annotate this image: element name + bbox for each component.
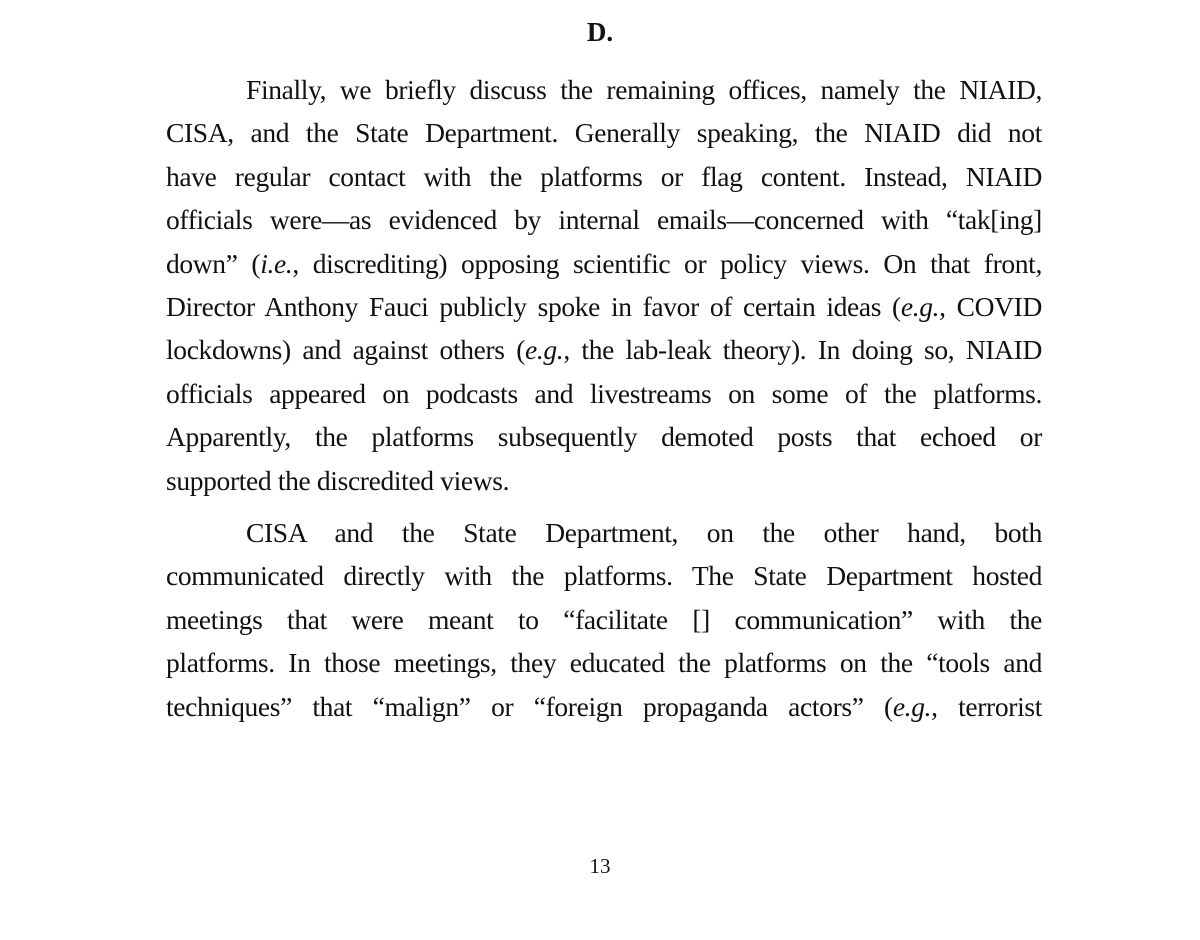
text-line: officials were—as evidenced by internal emails—concerned with “tak[ing]	[166, 204, 1042, 236]
text-line	[166, 685, 1042, 728]
section-heading: D.	[586, 17, 614, 47]
text-run: , COVID	[939, 290, 1042, 322]
text-run: lockdowns) and against others (	[166, 334, 526, 366]
text-run: , discrediting) opposing scientific or policy views. On that front,	[292, 247, 1042, 279]
text-line: CISA, and the State Department. Generally speaking, the NIAID did not	[166, 117, 1042, 149]
italic-abbreviation: e.g.	[900, 290, 940, 322]
text-run: , the lab-leak theory). In doing so, NIAID	[563, 334, 1042, 366]
text-line	[166, 328, 1042, 371]
text-run: techniques” that “malign” or “foreign propaganda actors” (	[166, 690, 893, 722]
text-line	[166, 242, 1042, 285]
italic-abbreviation: i.e.	[260, 247, 293, 279]
paragraph-1	[166, 68, 1042, 502]
text-run: Director Anthony Fauci publicly spoke in favor of certain ideas (	[166, 290, 901, 322]
text-line: meetings that were meant to “facilitate [] communication” with the	[166, 603, 1042, 635]
text-line: supported the discredited views.	[166, 464, 510, 496]
text-run: down” (	[166, 247, 261, 279]
text-line: communicated directly with the platforms. The State Department hosted	[166, 560, 1042, 592]
page-number: 13	[589, 854, 611, 878]
italic-abbreviation: e.g.	[892, 690, 932, 722]
text-run: , terrorist	[931, 690, 1042, 722]
paragraph-2	[166, 511, 1042, 728]
text-line: Finally, we briefly discuss the remaining offices, namely the NIAID,	[246, 74, 1042, 105]
text-line: Apparently, the platforms subsequently demoted posts that echoed or	[166, 421, 1042, 453]
text-line: platforms. In those meetings, they educated the platforms on the “tools and	[166, 647, 1042, 679]
text-line: CISA and the State Department, on the other hand, both	[246, 517, 1042, 548]
text-line: officials appeared on podcasts and livestreams on some of the platforms.	[166, 377, 1042, 409]
text-line: have regular contact with the platforms or flag content. Instead, NIAID	[166, 160, 1042, 192]
italic-abbreviation: e.g.	[525, 334, 564, 366]
text-line	[166, 285, 1042, 328]
